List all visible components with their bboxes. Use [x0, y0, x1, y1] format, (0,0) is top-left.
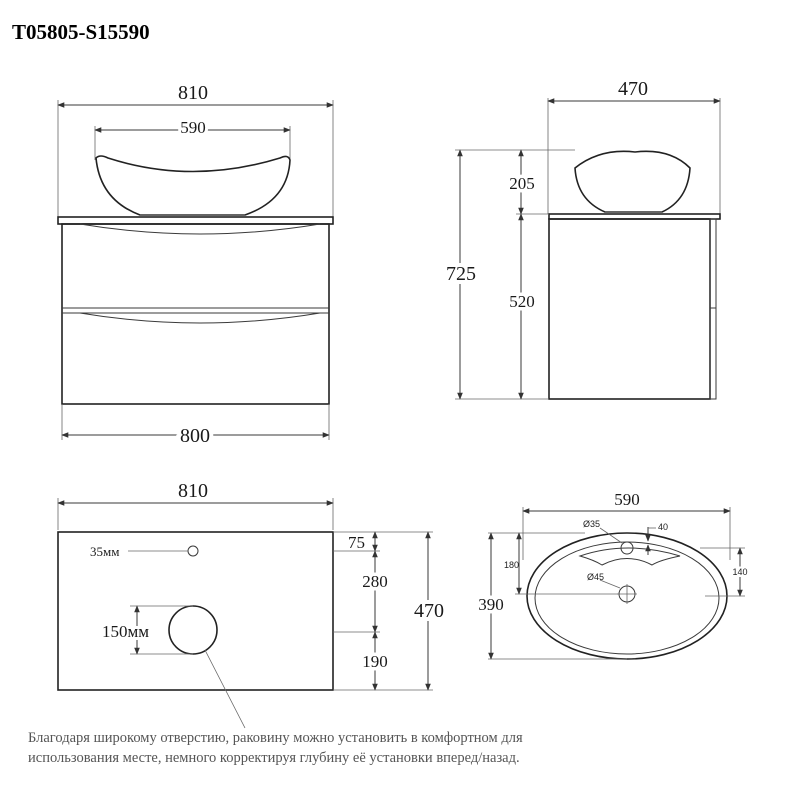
basin-tap-to-drain-label: 180: [504, 560, 520, 570]
side-basin-height-label: 205: [509, 174, 535, 193]
drain-hole: [169, 606, 217, 654]
front-basin-width-label: 590: [180, 118, 206, 137]
front-basin-shape: [96, 156, 290, 215]
top-view: [58, 480, 444, 728]
basin-drain-diameter-label: Ø45: [587, 572, 605, 582]
basin-depth-label: 390: [478, 595, 504, 614]
front-countertop: [58, 217, 333, 224]
note-leader-line: [205, 650, 245, 728]
tap-offset-label: 75: [348, 533, 365, 552]
side-depth-label: 470: [618, 78, 648, 100]
basin-plan-view: [478, 490, 747, 659]
front-cabinet-width-label: 800: [180, 425, 210, 447]
side-view: [446, 78, 720, 399]
tap-hole-label: 35мм: [90, 544, 120, 559]
drawer-handle-bottom: [80, 313, 320, 323]
drain-hole-label: 150мм: [102, 622, 150, 641]
basin-width-label: 590: [614, 490, 640, 509]
drain-from-front-label: 190: [362, 652, 388, 671]
basin-tap-deck: [580, 548, 680, 565]
side-total-height-label: 725: [446, 263, 476, 285]
side-basin-shape: [575, 151, 690, 212]
top-depth-label: 470: [414, 600, 444, 622]
tap-hole: [188, 546, 198, 556]
front-cabinet: [62, 224, 329, 404]
installation-note: [28, 728, 788, 768]
tap-to-drain-label: 280: [362, 572, 388, 591]
top-width-label: 810: [178, 480, 208, 502]
drawer-handle-top: [80, 224, 320, 234]
side-cabinet-height-label: 520: [509, 292, 535, 311]
basin-tap-rise-label: 40: [658, 522, 669, 532]
basin-drain-to-edge-label: 140: [732, 567, 748, 577]
basin-tap-hole-diameter-label: Ø35: [583, 519, 601, 529]
note-line-2: использования месте, немного корректируя глубину её установки вперед/назад.: [28, 750, 520, 766]
front-top-width-label: 810: [178, 82, 208, 104]
side-cabinet: [549, 219, 710, 399]
drawing-title: T05805-S15590: [12, 20, 150, 44]
front-view: [58, 82, 333, 447]
note-line-1: Благодаря широкому отверстию, раковину можно установить в комфортном для: [28, 730, 523, 746]
